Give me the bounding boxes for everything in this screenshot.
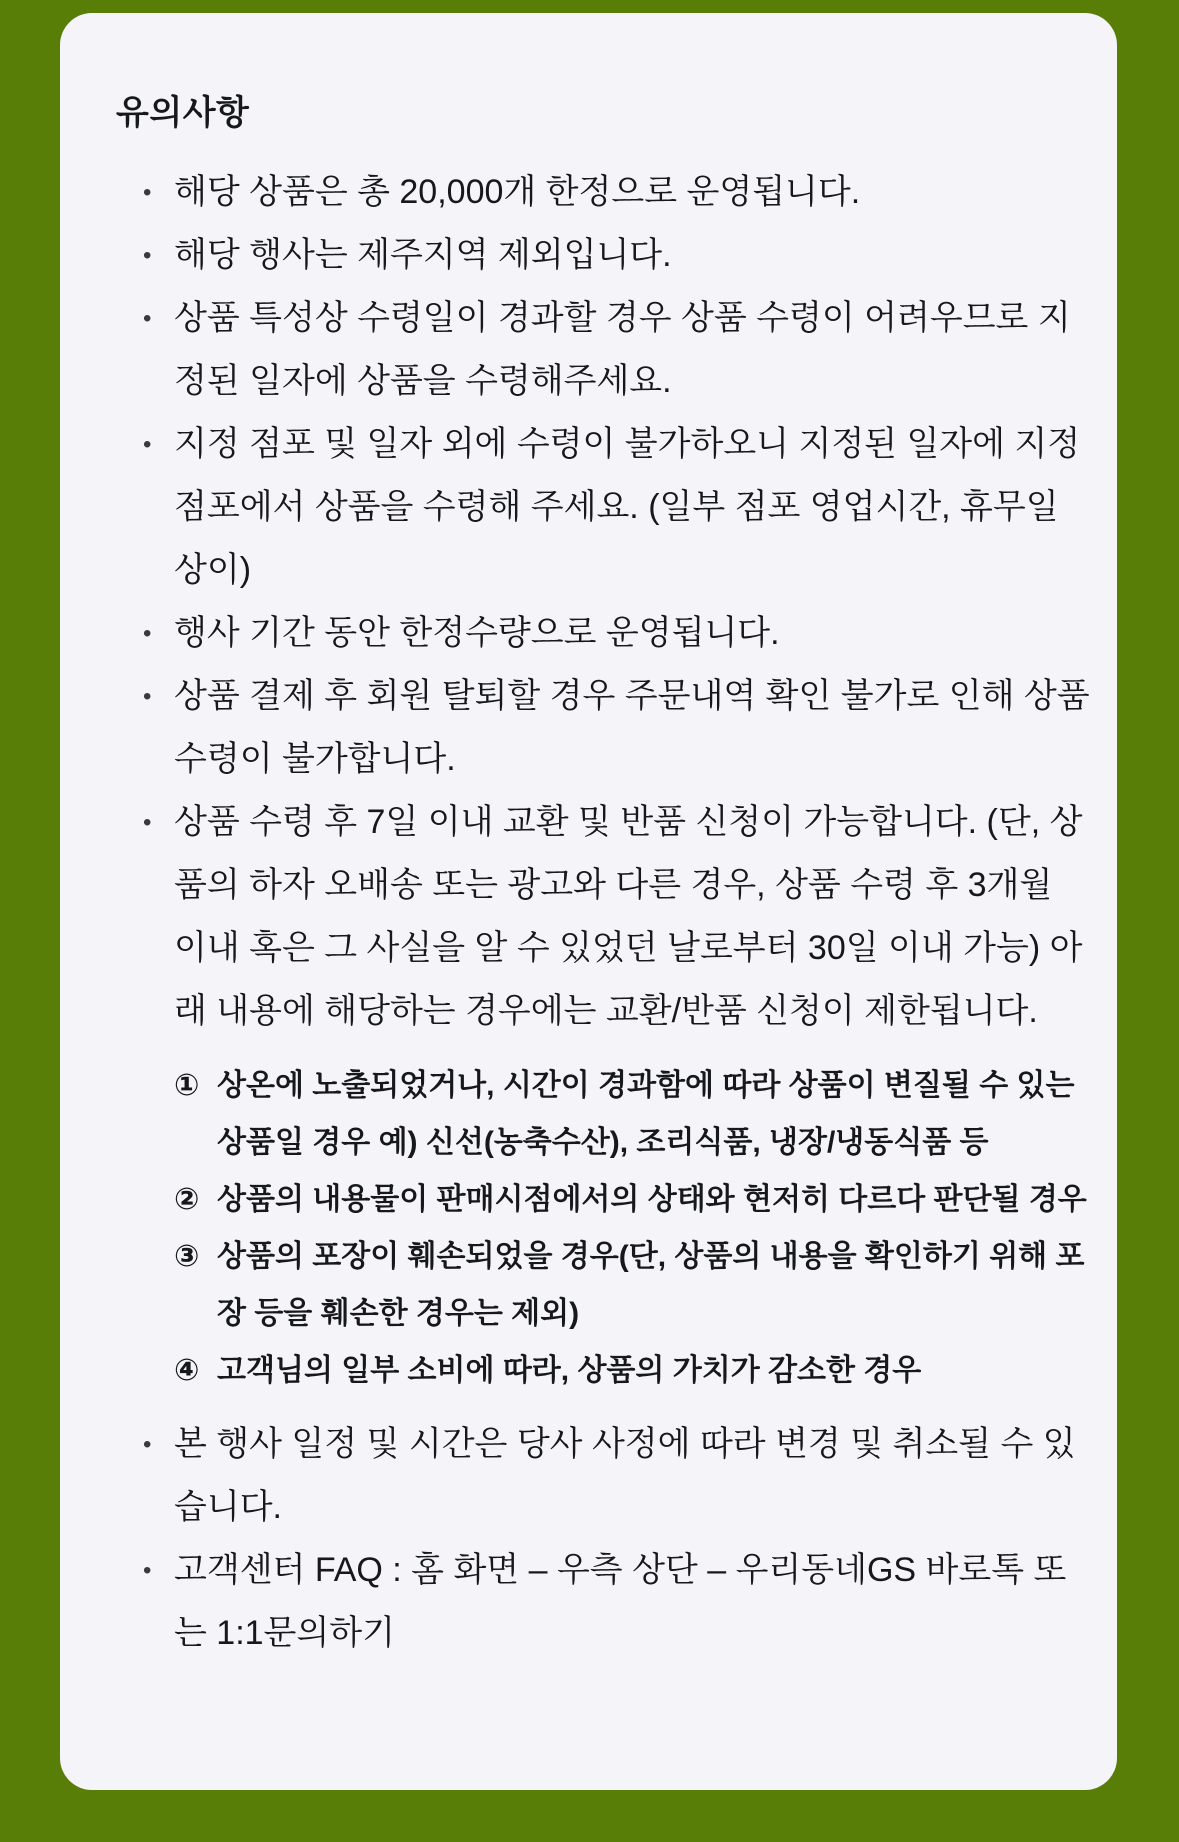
notice-item xyxy=(143,287,1093,413)
item-text: 해당 행사는 제주지역 제외입니다. xyxy=(174,236,672,275)
notice-item xyxy=(143,791,1093,1043)
item-text: 고객센터 FAQ : 홈 화면 – 우측 상단 – 우리동네GS 바로톡 또는 1:1문의하기 xyxy=(174,1551,1067,1653)
notice-item xyxy=(143,161,1093,224)
item-text: 지정 점포 및 일자 외에 수령이 불가하오니 지정된 일자에 지정 점포에서 상품을 수령해 주세요. (일부 점포 영업시간, 휴무일 상이) xyxy=(174,425,1081,590)
numbered-item-text: 상품의 내용물이 판매시점에서의 상태와 현저히 다르다 판단될 경우 xyxy=(217,1183,1087,1217)
numbered-item xyxy=(174,1057,1093,1171)
item-text: 행사 기간 동안 한정수량으로 운영됩니다. xyxy=(174,614,780,653)
bullet-icon: • xyxy=(143,1431,152,1459)
notice-item xyxy=(143,602,1093,665)
bullet-icon: • xyxy=(143,431,152,459)
numbered-item xyxy=(174,1171,1093,1228)
notice-card xyxy=(60,13,1117,1790)
numbered-item xyxy=(174,1228,1093,1342)
notice-item xyxy=(143,1539,1093,1665)
numbered-item-text: 고객님의 일부 소비에 따라, 상품의 가치가 감소한 경우 xyxy=(217,1354,922,1388)
notice-item xyxy=(143,413,1093,602)
circled-number-marker: ③ xyxy=(174,1240,200,1274)
item-text: 상품 수령 후 7일 이내 교환 및 반품 신청이 가능합니다. (단, 상품의 하자 오배송 또는 광고와 다른 경우, 상품 수령 후 3개월 이내 혹은 그 사실을 알 수 있었던 날로부터 30일 이내 가능) 아래 내용에 해당하는 경우에는 교환/반품 신청이 제한됩니다. xyxy=(174,803,1083,1031)
item-text: 상품 특성상 수령일이 경과할 경우 상품 수령이 어려우므로 지정된 일자에 상품을 수령해주세요. xyxy=(174,299,1071,401)
notice-title: 유의사항 xyxy=(116,94,250,133)
circled-number-marker: ② xyxy=(174,1183,200,1217)
numbered-item-text: 상온에 노출되었거나, 시간이 경과함에 따라 상품이 변질될 수 있는 상품일 경우 예) 신선(농축수산), 조리식품, 냉장/냉동식품 등 xyxy=(217,1069,1075,1160)
numbered-conditions-list xyxy=(174,1057,1093,1399)
notice-item xyxy=(143,665,1093,791)
notice-item xyxy=(143,1413,1093,1539)
bullet-icon: • xyxy=(143,620,152,648)
bullet-icon: • xyxy=(143,179,152,207)
bullet-icon: • xyxy=(143,242,152,270)
notice-item xyxy=(143,224,1093,287)
numbered-item-text: 상품의 포장이 훼손되었을 경우(단, 상품의 내용을 확인하기 위해 포장 등을 훼손한 경우는 제외) xyxy=(217,1240,1085,1331)
notice-list xyxy=(116,161,1093,1665)
circled-number-marker: ④ xyxy=(174,1354,200,1388)
item-text: 상품 결제 후 회원 탈퇴할 경우 주문내역 확인 불가로 인해 상품 수령이 불가합니다. xyxy=(174,677,1090,779)
item-text: 본 행사 일정 및 시간은 당사 사정에 따라 변경 및 취소될 수 있습니다. xyxy=(174,1425,1076,1527)
bullet-icon: • xyxy=(143,1557,152,1585)
bullet-icon: • xyxy=(143,809,152,837)
item-text: 해당 상품은 총 20,000개 한정으로 운영됩니다. xyxy=(174,173,861,212)
bullet-icon: • xyxy=(143,683,152,711)
bullet-icon: • xyxy=(143,305,152,333)
circled-number-marker: ① xyxy=(174,1069,200,1103)
numbered-item xyxy=(174,1342,1093,1399)
